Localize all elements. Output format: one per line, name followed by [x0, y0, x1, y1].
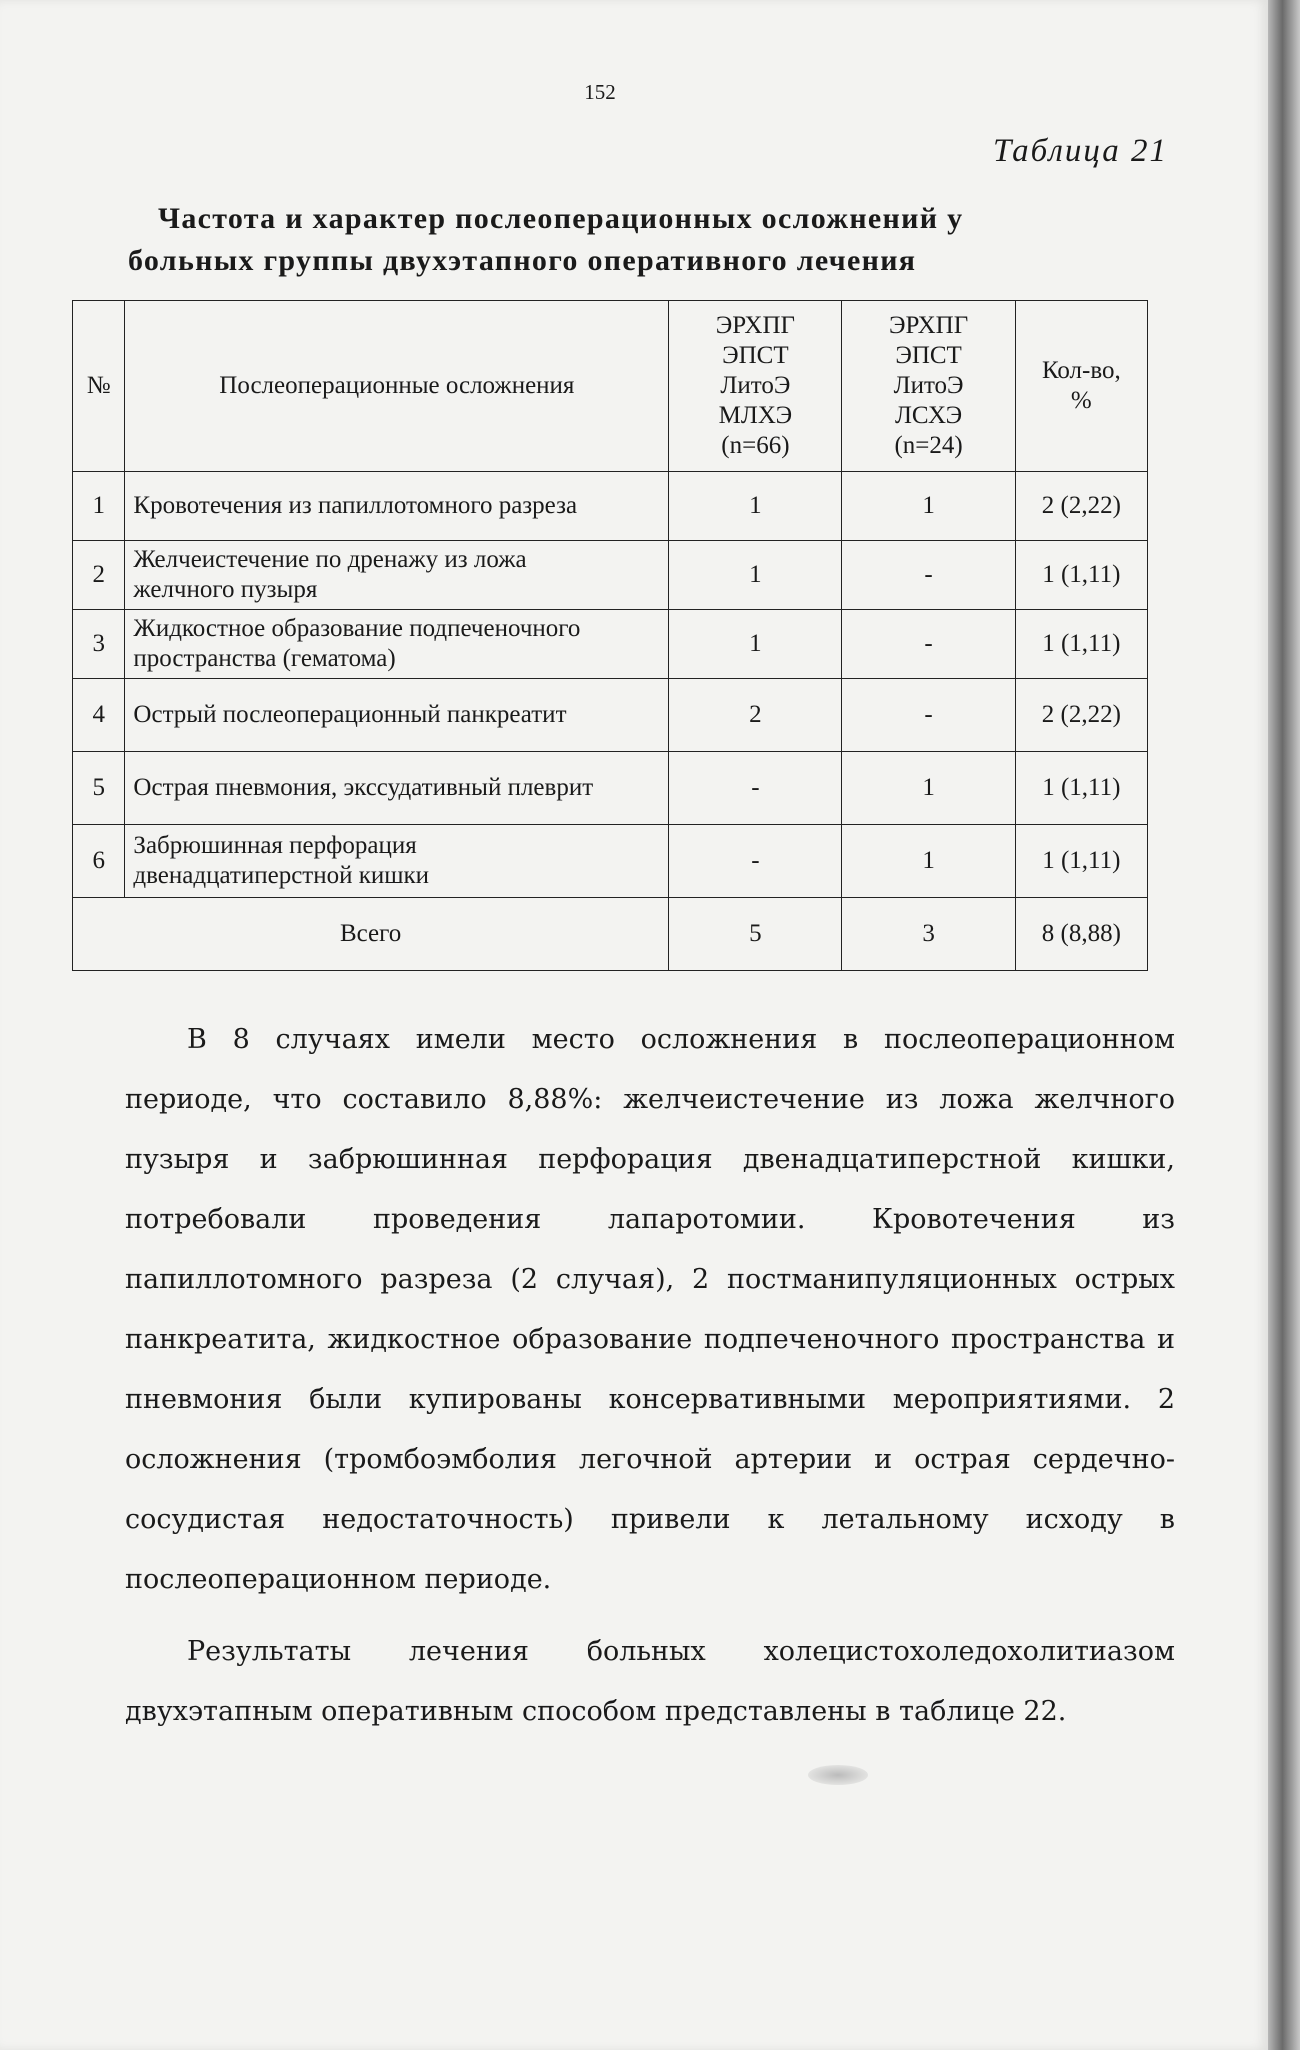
header-total: Кол-во, % — [1015, 301, 1147, 472]
row-total: 1 (1,11) — [1015, 752, 1147, 825]
page-number: 152 — [584, 80, 616, 104]
row-num: 6 — [73, 825, 125, 898]
row-total: 1 (1,11) — [1015, 610, 1147, 679]
table-row — [73, 472, 1148, 541]
row-group-2: - — [842, 610, 1015, 679]
header-num: № — [73, 301, 125, 472]
row-total: 2 (2,22) — [1015, 679, 1147, 752]
row-group-1: - — [669, 752, 842, 825]
row-group-2: 1 — [842, 472, 1015, 541]
table-title — [128, 198, 1168, 282]
row-group-1: 1 — [669, 610, 842, 679]
row-name: Жидкостное образование подпеченочного пространства (гематома) — [125, 610, 669, 679]
row-group-1: 2 — [669, 679, 842, 752]
row-group-1: - — [669, 825, 842, 898]
row-group-2: 1 — [842, 825, 1015, 898]
row-num: 5 — [73, 752, 125, 825]
row-num: 1 — [73, 472, 125, 541]
row-name: Желчеистечение по дренажу из ложа желчного пузыря — [125, 541, 669, 610]
total-label: Всего — [73, 898, 669, 971]
table-title-line-1: Частота и характер послеоперационных осложнений у — [158, 202, 964, 235]
row-total: 1 (1,11) — [1015, 541, 1147, 610]
paragraph-1: В 8 случаях имели место осложнения в послеоперационном периоде, что составило 8,88%: желчеистечение из ложа желчного пузыря и забрюшинная перфорация двенадцатиперстной кишки, потребовали проведения лапаротомии. Кровотечения из папиллотомного разреза (2 случая), 2 постманипуляционных острых панкреатита, жидкостное образование подпеченочного пространства и пневмония были купированы консервативными мероприятиями. 2 осложнения (тромбоэмболия легочной артерии и острая сердечно-сосудистая недостаточность) привели к летальному исходу в послеоперационном периоде. — [125, 1024, 1175, 1595]
row-name: Кровотечения из папиллотомного разреза — [125, 472, 669, 541]
row-group-1: 1 — [669, 472, 842, 541]
body-text — [125, 1010, 1175, 1742]
table-row — [73, 752, 1148, 825]
row-name: Забрюшинная перфорация двенадцатиперстной кишки — [125, 825, 669, 898]
table-title-line-2: больных группы двухэтапного оперативного лечения — [128, 244, 917, 277]
row-num: 2 — [73, 541, 125, 610]
header-group-1: ЭРХПГ ЭПСТ ЛитоЭ МЛХЭ (n=66) — [669, 301, 842, 472]
header-group-2: ЭРХПГ ЭПСТ ЛитоЭ ЛСХЭ (n=24) — [842, 301, 1015, 472]
row-num: 3 — [73, 610, 125, 679]
total-group-2: 3 — [842, 898, 1015, 971]
row-name: Острая пневмония, экссудативный плеврит — [125, 752, 669, 825]
table-label: Таблица 21 — [993, 133, 1168, 169]
row-name: Острый послеоперационный панкреатит — [125, 679, 669, 752]
table-row — [73, 541, 1148, 610]
row-num: 4 — [73, 679, 125, 752]
table-header-row — [73, 301, 1148, 472]
table-row — [73, 825, 1148, 898]
complications-table — [72, 300, 1148, 971]
table-row — [73, 679, 1148, 752]
row-group-2: - — [842, 679, 1015, 752]
table-row — [73, 610, 1148, 679]
book-spine-shadow — [1268, 0, 1300, 2050]
row-total: 1 (1,11) — [1015, 825, 1147, 898]
scan-smudge — [808, 1765, 868, 1785]
row-group-2: - — [842, 541, 1015, 610]
paragraph-2: Результаты лечения больных холецистохоледохолитиазом двухэтапным оперативным способом представлены в таблице 22. — [125, 1636, 1175, 1727]
total-all: 8 (8,88) — [1015, 898, 1147, 971]
row-total: 2 (2,22) — [1015, 472, 1147, 541]
row-group-1: 1 — [669, 541, 842, 610]
table-total-row — [73, 898, 1148, 971]
row-group-2: 1 — [842, 752, 1015, 825]
header-name: Послеоперационные осложнения — [125, 301, 669, 472]
total-group-1: 5 — [669, 898, 842, 971]
